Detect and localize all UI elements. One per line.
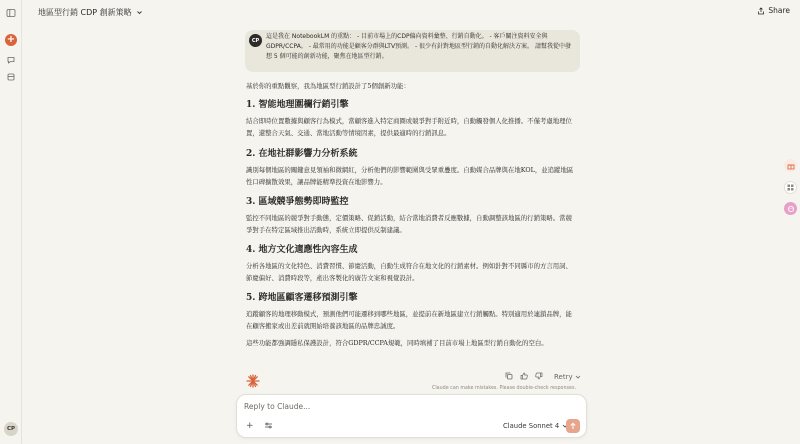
sidebar-toggle-icon[interactable] <box>5 7 17 19</box>
gift-icon[interactable] <box>784 159 797 172</box>
sliders-icon <box>264 421 273 430</box>
response-intro: 基於你的重點觀察，我為地區型行銷設計了5個創新功能： <box>246 82 410 90</box>
top-bar <box>22 0 800 26</box>
claude-logo-icon <box>246 374 260 388</box>
user-message-avatar: CP <box>249 34 262 47</box>
left-rail <box>0 0 22 444</box>
response-closing: 這些功能都強調隱私保護設計，符合GDPR/CCPA規範，同時填補了目前市場上地區型行銷自動化的空白。 <box>246 339 548 347</box>
conversation-title: 地區型行銷 CDP 創新策略 <box>38 8 132 17</box>
feature-body: 識別每個地區的關鍵意見領袖和微網紅，分析他們的影響範圍與受眾重疊度。自動媒合品牌與在地KOL，並追蹤地區性口碑擴散效果，讓品牌能精準投資在地影響力。 <box>246 166 574 186</box>
disclaimer-text: Claude can make mistakes. Please double-check responses. <box>432 386 577 391</box>
user-message-text: 這是我在 NotebookLM 的重點： - 目前市場上的CDP偏向資料彙整、行銷自動化。 - 客戶關注資料安全與GDPR/CCPA。 - 最常用的功能是顧客分群與LTV預測。 - 很少有針對地區型行銷的自動化解決方案。 請幫我從中發想 5 個可能的創新功能，聚焦在地區型行銷。 <box>266 33 571 60</box>
user-avatar[interactable]: CP <box>4 422 18 436</box>
assistant-widget-icon[interactable] <box>784 202 797 215</box>
copy-icon[interactable] <box>505 372 513 382</box>
projects-icon[interactable] <box>5 71 17 83</box>
reply-input[interactable]: Reply to Claude... <box>244 402 311 411</box>
tools-button[interactable] <box>264 421 273 433</box>
share-icon <box>757 7 765 15</box>
feature-body: 結合即時位置數據與顧客行為模式，當顧客進入特定商圈或競爭對手附近時，自動觸發個人化推播。不僅考慮地理位置，還整合天氣、交通、當地活動等情境因素，提供最適時的行銷訊息。 <box>246 117 572 137</box>
chevron-down-icon <box>575 374 581 380</box>
grid-icon[interactable] <box>784 181 797 194</box>
thumbs-down-icon[interactable] <box>535 372 543 382</box>
thumbs-up-icon[interactable] <box>520 372 528 382</box>
response-actions <box>505 372 581 382</box>
feature-heading: 3. 區域競爭態勢即時監控 <box>246 197 349 207</box>
share-button[interactable] <box>757 6 790 15</box>
feature-heading: 1. 智能地理圍欄行銷引擎 <box>246 100 349 110</box>
feature-body: 監控不同地區的競爭對手動態，定價策略、促銷活動，結合當地消費者反應數據，自動調整該地區的行銷策略。當競爭對手在特定區域推出活動時，系統立即提供反制建議。 <box>246 214 572 234</box>
model-selector[interactable] <box>503 422 568 430</box>
send-button[interactable] <box>566 419 580 433</box>
model-label: Claude Sonnet 4 <box>503 422 560 430</box>
feature-heading: 2. 在地社群影響力分析系統 <box>246 149 358 159</box>
retry-button[interactable] <box>554 373 581 381</box>
share-label: Share <box>768 6 790 15</box>
conversation-title-dropdown[interactable] <box>38 7 143 18</box>
reply-composer[interactable] <box>236 394 587 438</box>
feature-heading: 4. 地方文化適應性內容生成 <box>246 245 358 255</box>
chats-icon[interactable] <box>5 54 17 66</box>
new-chat-button[interactable]: + <box>6 34 16 45</box>
feature-heading: 5. 跨地區顧客遷移預測引擎 <box>246 293 358 303</box>
retry-label: Retry <box>554 373 573 381</box>
add-attachment-button[interactable]: + <box>246 421 254 431</box>
arrow-up-icon <box>569 422 577 430</box>
chevron-down-icon <box>136 9 143 16</box>
feature-body: 追蹤顧客的地理移動模式，預測他們可能遷移到哪些地區，並提前在新地區建立行銷觸點。特別適用於連鎖品牌，能在顧客搬家或出差前就開始培養該地區的品牌忠誠度。 <box>246 310 572 330</box>
feature-body: 分析各地區的文化特色、消費習慣、節慶活動，自動生成符合在地文化的行銷素材。例如針對不同縣市的方言用詞、節慶偏好、消費時段等，產出客製化的廣告文案和視覺設計。 <box>246 262 572 282</box>
